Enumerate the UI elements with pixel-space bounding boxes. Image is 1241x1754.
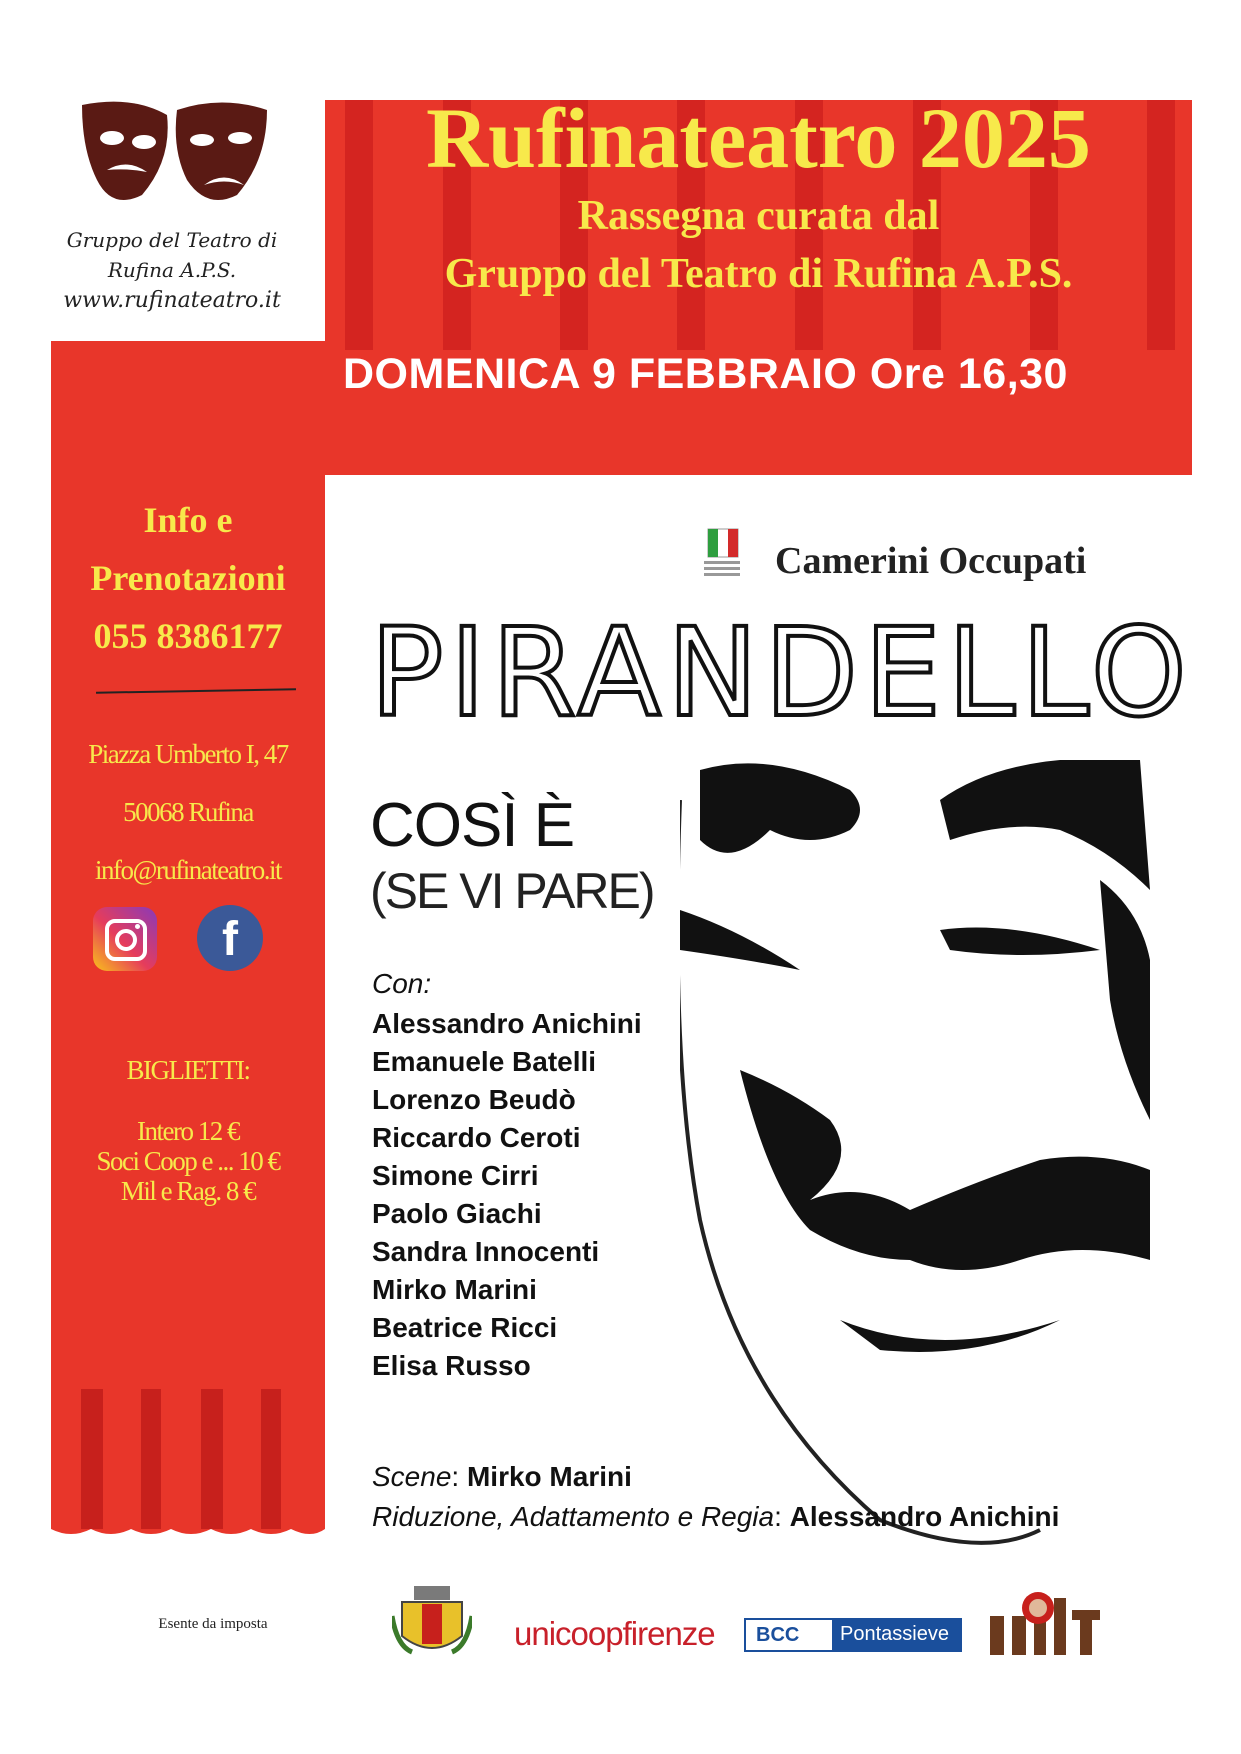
info-phone[interactable]: 055 8386177 — [93, 616, 283, 656]
logo-website[interactable]: www.rufinateatro.it — [63, 288, 281, 313]
facebook-icon[interactable]: f — [197, 905, 263, 971]
credit-direction-label: Riduzione, Adattamento e Regia — [372, 1501, 775, 1532]
cast-list — [372, 1005, 642, 1385]
cast-member: Beatrice Ricci — [372, 1312, 558, 1343]
credit-scene-value: Mirko Marini — [466, 1461, 632, 1492]
play-title: COSÌ È — [370, 791, 575, 860]
credit-direction-value: Alessandro Anichini — [789, 1501, 1060, 1532]
uilt-logo-icon — [990, 1590, 1100, 1655]
curtain-decoration — [51, 1389, 325, 1539]
cast-member: Emanuele Batelli — [372, 1046, 597, 1077]
sponsor-bcc-name: Pontassieve — [840, 1623, 949, 1645]
theatre-masks-icon — [72, 100, 272, 220]
cast-member: Simone Cirri — [372, 1160, 539, 1191]
ticket-reduced-price: Mil e Rag. 8 € — [120, 1176, 256, 1206]
show-date: DOMENICA 9 FEBBRAIO Ore 16,30 — [343, 350, 1068, 398]
date-band — [325, 350, 1192, 475]
festival-subtitle-2: Gruppo del Teatro di Rufina A.P.S. — [444, 251, 1073, 297]
sponsor-bcc — [744, 1612, 962, 1652]
author-title: PIRANDELLO — [370, 602, 1193, 744]
cast-member: Mirko Marini — [372, 1274, 537, 1305]
info-heading-1: Info e — [143, 500, 233, 540]
cast-member: Lorenzo Beudò — [372, 1084, 576, 1115]
cast-label: Con: — [372, 968, 432, 999]
municipal-crest-icon — [392, 1586, 472, 1656]
info-email[interactable]: info@rufinateatro.it — [94, 855, 282, 885]
cast-member: Alessandro Anichini — [372, 1008, 642, 1039]
address-city: 50068 Rufina — [123, 797, 253, 827]
cast-member: Elisa Russo — [372, 1350, 531, 1381]
credit-scene-label: Scene — [372, 1461, 452, 1492]
theatre-company — [700, 527, 1150, 587]
sponsor-bcc-label: BCC — [756, 1624, 800, 1646]
info-heading-2: Prenotazioni — [90, 558, 286, 598]
credit-scene: Scene: Mirko Marini — [372, 1461, 632, 1492]
sponsor-unicoop: unicoopfirenze — [514, 1615, 715, 1652]
theatre-logo — [52, 100, 322, 340]
address-street: Piazza Umberto I, 47 — [88, 739, 288, 769]
credits — [372, 1457, 1059, 1537]
instagram-icon[interactable] — [93, 907, 157, 971]
cast-member: Paolo Giachi — [372, 1198, 542, 1229]
federation-logo-icon — [700, 527, 744, 583]
info-sidebar — [51, 341, 325, 1539]
festival-title: Rufinateatro 2025 — [426, 100, 1091, 186]
tax-note: Esente da imposta — [158, 1616, 268, 1632]
sidebar-divider — [96, 688, 296, 693]
company-name: Camerini Occupati — [775, 540, 1087, 582]
play-subtitle: (SE VI PARE) — [370, 863, 654, 919]
festival-subtitle-1: Rassegna curata dal — [577, 193, 940, 239]
logo-group-name: Gruppo del Teatro di — [66, 228, 278, 252]
cast-member: Sandra Innocenti — [372, 1236, 600, 1267]
pirandello-portrait — [680, 760, 1150, 1560]
logo-group-aps: Rufina A.P.S. — [107, 258, 237, 282]
tickets-heading: BIGLIETTI: — [126, 1055, 250, 1085]
ticket-full-price: Intero 12 € — [137, 1116, 239, 1146]
header-band — [325, 100, 1192, 350]
ticket-coop-price: Soci Coop e ... 10 € — [96, 1146, 280, 1176]
credit-direction: Riduzione, Adattamento e Regia: Alessandro Anichini — [372, 1501, 1060, 1532]
cast-member: Riccardo Ceroti — [372, 1122, 581, 1153]
